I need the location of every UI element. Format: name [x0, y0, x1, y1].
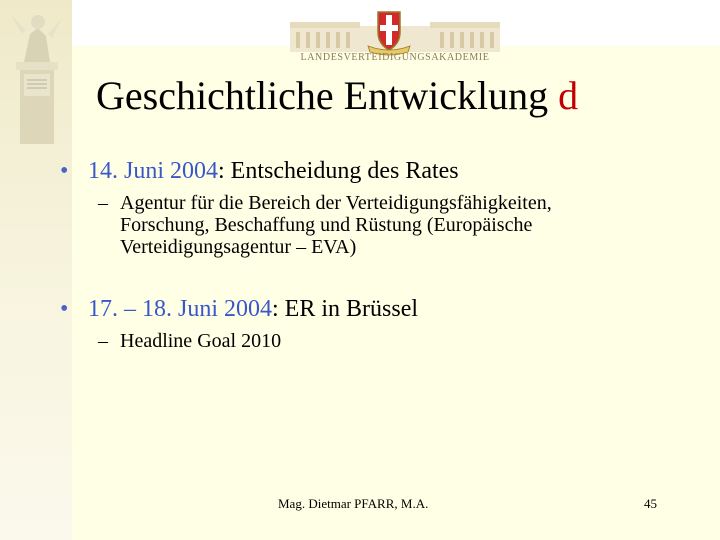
statue-image	[4, 4, 68, 144]
sub-bullet-line: Agentur für die Bereich der Verteidigungsfähigkeiten,	[120, 192, 552, 214]
crest-icon	[364, 6, 414, 56]
bullet-item	[60, 158, 459, 185]
bullet-date: 17. – 18. Juni 2004	[88, 296, 273, 322]
sub-bullet-line: Verteidigungsagentur – EVA)	[120, 236, 357, 258]
left-decorative-strip	[0, 0, 72, 540]
footer-author: Mag. Dietmar PFARR, M.A.	[278, 496, 429, 511]
bullet-text: : Entscheidung des Rates	[218, 158, 459, 184]
sub-bullet-line: Forschung, Beschaffung und Rüstung (Europäische	[120, 214, 533, 236]
slide-title-main: Geschichtliche Entwicklung	[96, 73, 549, 118]
academy-name: LANDESVERTEIDIGUNGSAKADEMIE	[300, 52, 490, 63]
sub-bullet-item	[98, 192, 552, 258]
sub-bullet-symbol: –	[98, 192, 108, 214]
bullet-item	[60, 296, 418, 323]
slide-title	[96, 72, 578, 119]
sub-bullet-item	[98, 330, 281, 352]
sub-bullet-line: Headline Goal 2010	[120, 330, 282, 352]
bullet-text: : ER in Brüssel	[272, 296, 419, 322]
bullet-symbol: •	[60, 296, 69, 322]
slide-title-accent: d	[558, 73, 579, 118]
page-number: 45	[644, 496, 657, 511]
bullet-symbol: •	[60, 158, 69, 184]
sub-bullet-symbol: –	[98, 330, 108, 352]
bullet-date: 14. Juni 2004	[88, 158, 219, 184]
